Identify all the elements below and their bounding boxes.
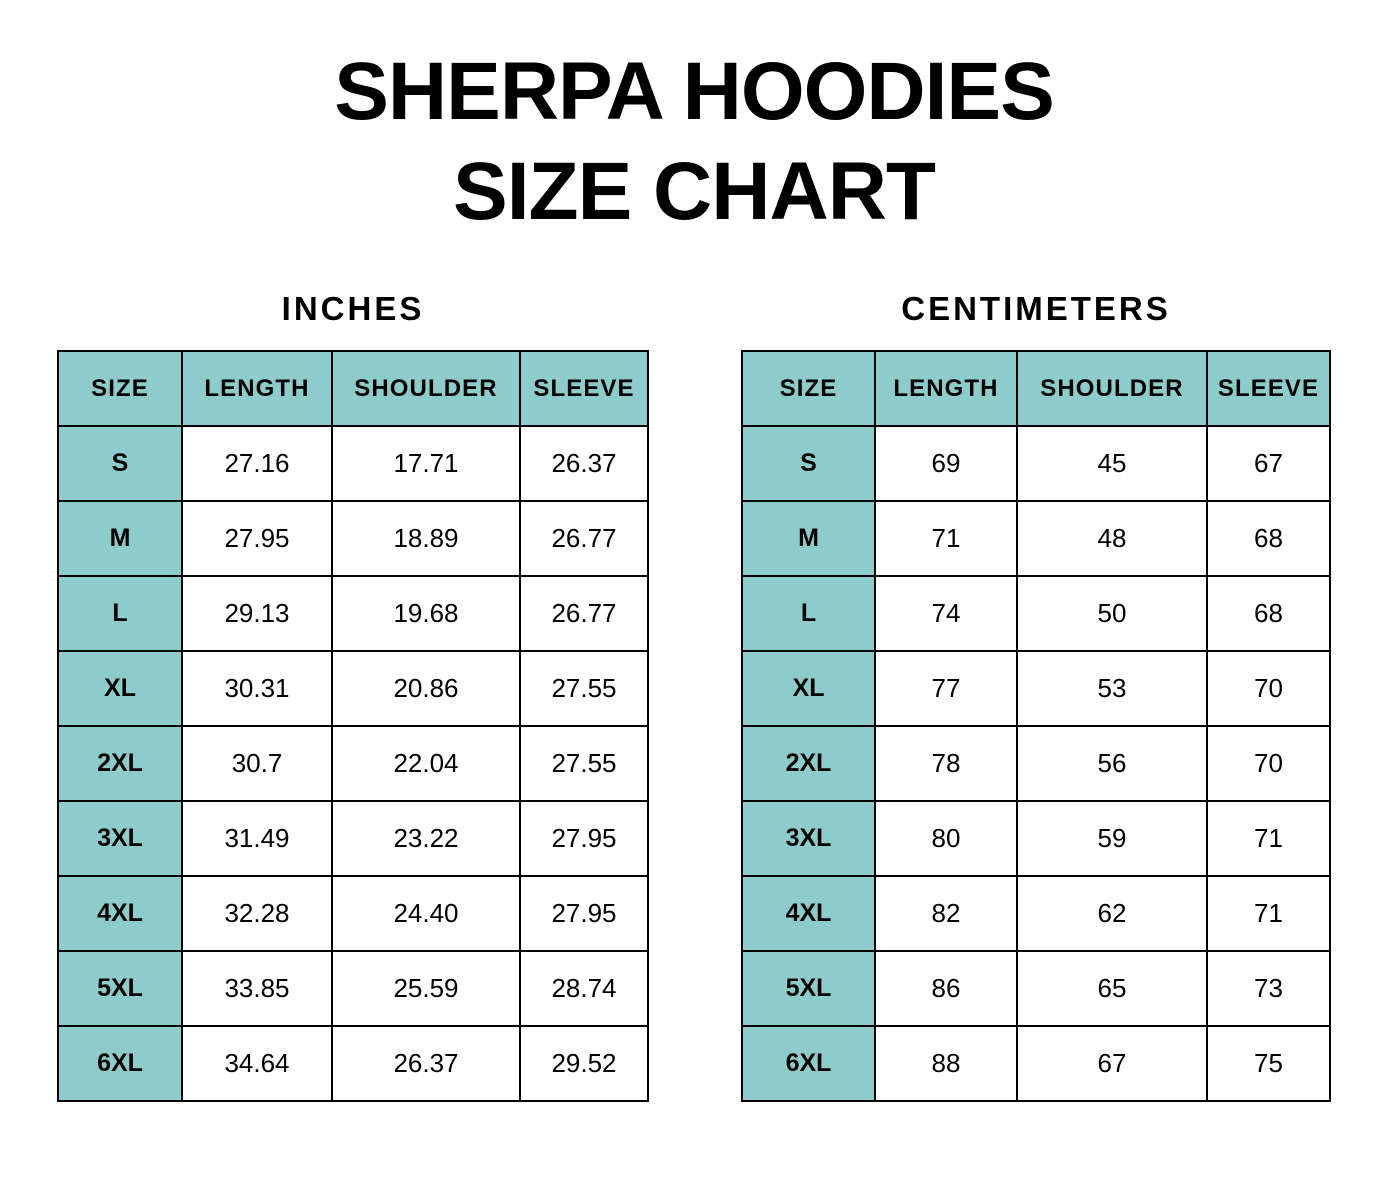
shoulder-value: 26.37 (332, 1026, 520, 1101)
table-row (58, 651, 648, 726)
sleeve-value: 71 (1207, 801, 1330, 876)
size-label: XL (58, 651, 182, 726)
sleeve-value: 70 (1207, 726, 1330, 801)
centimeters-table-body (742, 426, 1330, 1101)
length-value: 82 (875, 876, 1017, 951)
page-title-line-1: SHERPA HOODIES (334, 46, 1054, 137)
table-row (742, 1026, 1330, 1101)
page-title (0, 0, 1388, 242)
length-value: 78 (875, 726, 1017, 801)
table-row (58, 1026, 648, 1101)
table-row (742, 651, 1330, 726)
table-row (742, 726, 1330, 801)
size-label: L (742, 576, 875, 651)
length-value: 30.7 (182, 726, 332, 801)
shoulder-value: 45 (1017, 426, 1207, 501)
size-label: 5XL (742, 951, 875, 1026)
column-header-size: SIZE (58, 351, 182, 426)
size-label: M (58, 501, 182, 576)
size-label: S (58, 426, 182, 501)
sleeve-value: 71 (1207, 876, 1330, 951)
shoulder-value: 24.40 (332, 876, 520, 951)
inches-table-block (57, 290, 649, 1102)
length-value: 80 (875, 801, 1017, 876)
table-row (58, 951, 648, 1026)
column-header-shoulder: SHOULDER (1017, 351, 1207, 426)
length-value: 71 (875, 501, 1017, 576)
size-label: 6XL (58, 1026, 182, 1101)
page-title-line-2: SIZE CHART (453, 146, 935, 238)
centimeters-table-caption: CENTIMETERS (901, 290, 1171, 328)
shoulder-value: 67 (1017, 1026, 1207, 1101)
length-value: 32.28 (182, 876, 332, 951)
shoulder-value: 65 (1017, 951, 1207, 1026)
column-header-length: LENGTH (182, 351, 332, 426)
size-label: S (742, 426, 875, 501)
shoulder-value: 19.68 (332, 576, 520, 651)
size-label: M (742, 501, 875, 576)
shoulder-value: 59 (1017, 801, 1207, 876)
table-row (742, 951, 1330, 1026)
table-row (58, 426, 648, 501)
size-label: 3XL (742, 801, 875, 876)
table-row (742, 426, 1330, 501)
shoulder-value: 50 (1017, 576, 1207, 651)
length-value: 29.13 (182, 576, 332, 651)
length-value: 33.85 (182, 951, 332, 1026)
size-label: XL (742, 651, 875, 726)
table-row (742, 876, 1330, 951)
table-row (58, 726, 648, 801)
tables-container (0, 290, 1388, 1102)
table-header-row (742, 351, 1330, 426)
length-value: 31.49 (182, 801, 332, 876)
column-header-sleeve: SLEEVE (1207, 351, 1330, 426)
column-header-shoulder: SHOULDER (332, 351, 520, 426)
sleeve-value: 68 (1207, 576, 1330, 651)
size-label: 6XL (742, 1026, 875, 1101)
length-value: 27.95 (182, 501, 332, 576)
shoulder-value: 53 (1017, 651, 1207, 726)
sleeve-value: 28.74 (520, 951, 648, 1026)
sleeve-value: 75 (1207, 1026, 1330, 1101)
centimeters-table-block (741, 290, 1331, 1102)
length-value: 69 (875, 426, 1017, 501)
sleeve-value: 73 (1207, 951, 1330, 1026)
size-label: 5XL (58, 951, 182, 1026)
sleeve-value: 27.55 (520, 726, 648, 801)
sleeve-value: 67 (1207, 426, 1330, 501)
sleeve-value: 68 (1207, 501, 1330, 576)
sleeve-value: 27.95 (520, 801, 648, 876)
shoulder-value: 22.04 (332, 726, 520, 801)
shoulder-value: 56 (1017, 726, 1207, 801)
length-value: 34.64 (182, 1026, 332, 1101)
inches-table-header (58, 351, 648, 426)
shoulder-value: 20.86 (332, 651, 520, 726)
length-value: 77 (875, 651, 1017, 726)
table-row (742, 576, 1330, 651)
length-value: 27.16 (182, 426, 332, 501)
table-row (58, 501, 648, 576)
sleeve-value: 27.55 (520, 651, 648, 726)
length-value: 74 (875, 576, 1017, 651)
sleeve-value: 26.37 (520, 426, 648, 501)
table-row (58, 576, 648, 651)
shoulder-value: 62 (1017, 876, 1207, 951)
centimeters-size-table (741, 350, 1331, 1102)
table-row (742, 801, 1330, 876)
size-label: L (58, 576, 182, 651)
column-header-size: SIZE (742, 351, 875, 426)
size-label: 2XL (742, 726, 875, 801)
column-header-sleeve: SLEEVE (520, 351, 648, 426)
shoulder-value: 48 (1017, 501, 1207, 576)
size-label: 3XL (58, 801, 182, 876)
table-header-row (58, 351, 648, 426)
sleeve-value: 26.77 (520, 576, 648, 651)
size-label: 2XL (58, 726, 182, 801)
length-value: 86 (875, 951, 1017, 1026)
sleeve-value: 29.52 (520, 1026, 648, 1101)
shoulder-value: 18.89 (332, 501, 520, 576)
length-value: 30.31 (182, 651, 332, 726)
size-label: 4XL (742, 876, 875, 951)
inches-table-caption: INCHES (281, 290, 425, 328)
shoulder-value: 25.59 (332, 951, 520, 1026)
sleeve-value: 70 (1207, 651, 1330, 726)
centimeters-table-header (742, 351, 1330, 426)
length-value: 88 (875, 1026, 1017, 1101)
shoulder-value: 23.22 (332, 801, 520, 876)
shoulder-value: 17.71 (332, 426, 520, 501)
table-row (742, 501, 1330, 576)
table-row (58, 876, 648, 951)
size-label: 4XL (58, 876, 182, 951)
sleeve-value: 26.77 (520, 501, 648, 576)
inches-table-body (58, 426, 648, 1101)
table-row (58, 801, 648, 876)
sleeve-value: 27.95 (520, 876, 648, 951)
inches-size-table (57, 350, 649, 1102)
column-header-length: LENGTH (875, 351, 1017, 426)
